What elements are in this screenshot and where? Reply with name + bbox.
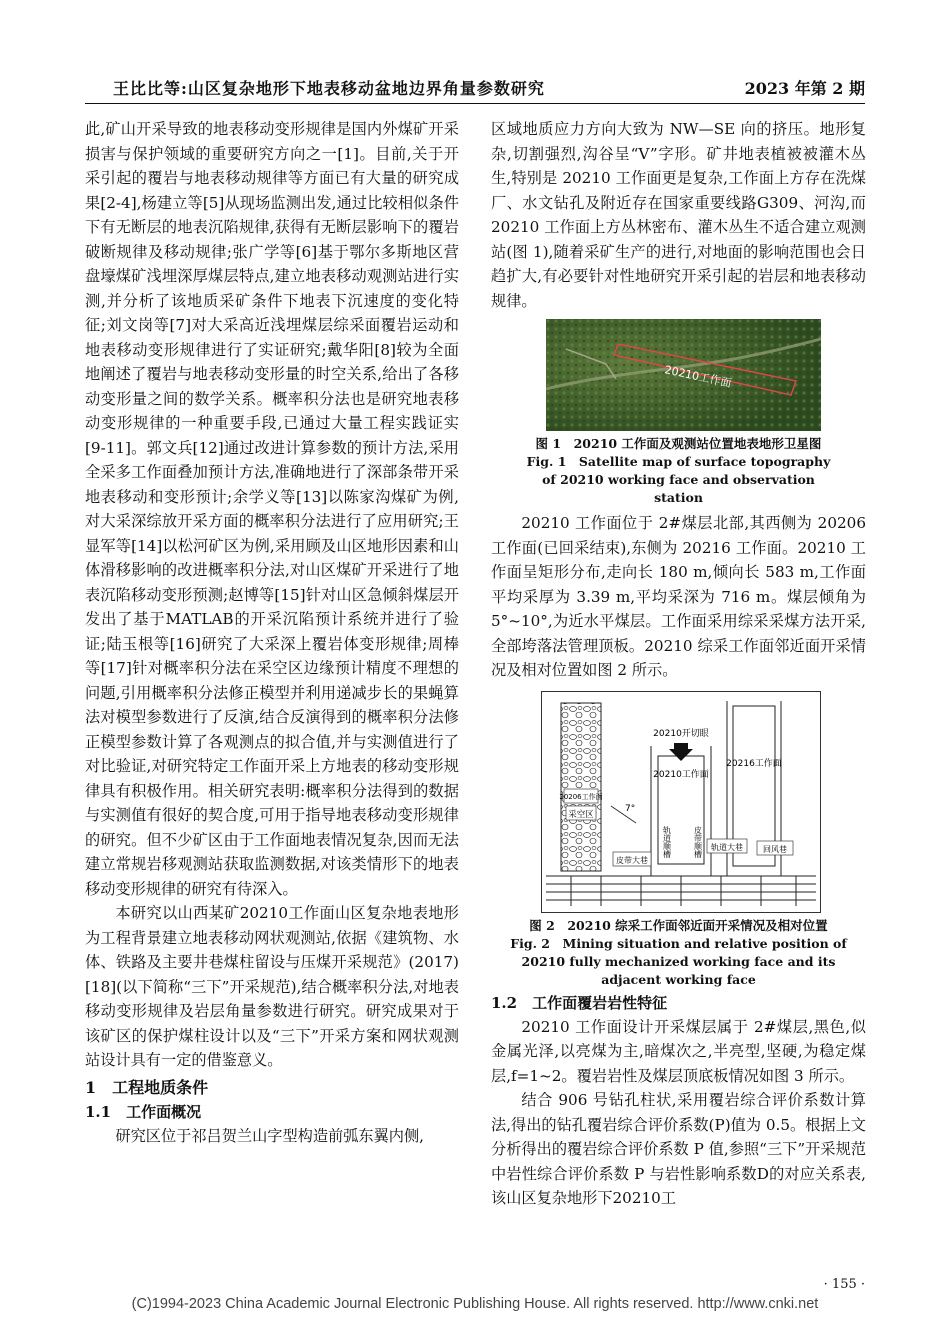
header-issue: 2023 年第 2 期 [744, 79, 865, 98]
figure-1 [546, 319, 821, 431]
satellite-map-image [546, 319, 821, 431]
section-1-2-paragraph-a: 20210 工作面设计开采煤层属于 2#煤层,黑色,似金属光泽,以亮煤为主,暗煤次之,半亮型,坚硬,为稳定煤层,f=1~2。覆岩岩性及煤层顶底板情况如图 3 所示。 [491, 1017, 866, 1085]
fig2-track-main: 轨道大巷 [711, 842, 743, 852]
fig2-goaf: 采空区 [568, 809, 594, 820]
fig2-right-face: 20216工作面 [726, 758, 782, 769]
fig2-mid-face: 20210工作面 [653, 769, 709, 780]
running-header [85, 76, 865, 100]
intro-paragraph: 此,矿山开采导致的地表移动变形规律是国内外煤矿开采损害与保护领域的重要研究方向之一[1]。目前,关于开采引起的覆岩与地表移动规律等方面已有大量的研究成果[2-4],杨建立等[5]从现场监测出发,通过比较相似条件下有无断层的地表沉陷规律,获得有无断层影响下的覆岩破断规律及移动规律;张广学等[6]基于鄂尔多斯地区营盘壕煤矿浅埋深厚煤层特点,建立地表移动观测站进行实测,并分析了该地质采矿条件下地表下沉速度的变化特征;刘文岗等[7]对大采高近浅埋煤层综采面覆岩运动和地表移动变形规律进行了实证研究;戴华阳[8]较为全面地阐述了覆岩与地表移动变形量的时空关系,给出了各移动变形量之间的数学关系。概率积分法也是研究地表移动变形规律的一种重要手段,已通过大量工程实践证实[9-11]。郭文兵[12]通过改进计算参数的预计方法,采用全采多工作面叠加预计方法,准确地进行了深部条带开采地表移动和变形预计;余学义等[13]以陈家沟煤矿为例,对大采深综放开采方面的概率积分法进行了应用研究;王显军等[14]以松河矿区为例,采用顾及山区地形因素和山体滑移影响的改进概率积分法,对山区煤矿开采进行了地表沉陷移动变形预测;赵博等[15]针对山区急倾斜煤层开发出了基于MATLAB的开采沉陷预计系统并进行了验证;陆玉根等[16]研究了大采深上覆岩体变形规律;周棒等[17]针对概率积分法在采空区边缘预计精度不理想的问题,引用概率积分法修正模型并利用递减步长的果蝇算法对模型参数进行了反演,结合反演得到的概率积分法修正模型参数计算了各观测点的拟合值,并与实测值进行了对比验证,对研究特定工作面开采上方地表的移动变形规律具有积极作用。相关研究表明:概率积分法得到的数据与实测值有很好的契合度,可用于指导地表移动变形规律的研究。但不少矿区由于工作面地表情况复杂,因而无法建立常规岩移观测站获取监测数据,对该类情形下的地表移动变形规律的研究有待深入。 [85, 120, 459, 898]
section-1-1-paragraph: 研究区位于祁吕贺兰山字型构造前弧东翼内侧, [115, 1126, 424, 1145]
figure-1-caption-en: Fig. 1 Satellite map of surface topography of 20210 working face and observation station [526, 454, 831, 505]
continuation-paragraph: 区域地质应力方向大致为 NW—SE 向的挤压。地形复杂,切割强烈,沟谷呈“V”字形。矿井地表植被被灌木丛生,特别是 20210 工作面更是复杂,工作面上方存在洗煤厂、水文钻孔及附近存在国家重要线路G309、河沟,而 20210 工作面上方丛林密布、灌木丛生不适合建立观测站(图 1),随着采矿生产的进行,对地面的影响范围也会日趋扩大,有必要针对性地研究开采引起的岩层和地表移动规律。 [491, 120, 866, 310]
fig1-face-label: 20210工作面 [663, 363, 733, 391]
section-1-1-heading: 1.1 工作面概况 [85, 1102, 202, 1121]
page-number: · 155 · [823, 1277, 865, 1292]
mining-layout-diagram [541, 691, 821, 913]
section-1-2-heading: 1.2 工作面覆岩岩性特征 [491, 993, 668, 1012]
fig2-cut-label: 20210开切眼 [653, 728, 709, 739]
figure-2 [541, 691, 821, 913]
figure-2-caption-en: Fig. 2 Mining situation and relative position of 20210 fully mechanized working face and its adjacent working face [510, 935, 847, 987]
section-1-heading: 1 工程地质条件 [85, 1077, 209, 1097]
figure-2-caption-cn: 图 2 20210 综采工作面邻近面开采情况及相对位置 [529, 917, 828, 933]
header-rule [85, 103, 865, 104]
fig2-angle: 7° [625, 803, 636, 814]
copyright-footer: (C)1994-2023 China Academic Journal Electronic Publishing House. All rights reserved. http://www.cnki.net [131, 1296, 819, 1312]
figure-1-caption-cn: 图 1 20210 工作面及观测站位置地表地形卫星图 [535, 436, 822, 451]
face-paragraph: 20210 工作面位于 2#煤层北部,其西侧为 20206 工作面(已回采结束),东侧为 20216 工作面。20210 工作面呈矩形分布,走向长 180 m,倾向长 583 m,工作面平均采厚为 3.39 m,平均采深为 716 m。煤层倾角为 5°~10°,为近水平煤层。工作面采用综采采煤方法开采,全部垮落法管理顶板。20210 综采工作面邻近面开采情况及相对位置如图 2 所示。 [491, 514, 866, 679]
fig2-return-main: 回风巷 [763, 844, 787, 854]
fig2-left-face: 20206工作面 [559, 792, 603, 801]
fig2-belt-main: 皮带大巷 [616, 855, 648, 865]
right-column [491, 117, 866, 1211]
header-title: 王比比等:山区复杂地形下地表移动盆地边界角量参数研究 [113, 79, 545, 98]
fig2-belt-vertical: 皮带顺槽 [693, 825, 703, 858]
section-1-2-paragraph-b: 结合 906 号钻孔柱状,采用覆岩综合评价系数计算法,得出的钻孔覆岩综合评价系数(P)值为 0.5。根据上文分析得出的覆岩综合评价系数 P 值,参照“三下”开采规范中岩性综合评价系数 P 与岩性影响系数D的对应关系表,该山区复杂地形下20210工 [491, 1091, 866, 1207]
study-paragraph: 本研究以山西某矿20210工作面山区复杂地表地形为工程背景建立地表移动网状观测站,依据《建筑物、水体、铁路及主要井巷煤柱留设与压煤开采规范》(2017)[18](以下简称“三下”开采规范),结合概率积分法,对地表移动变形规律及岩层角量参数进行研究。研究成果对于该矿区的保护煤柱设计以及“三下”开采方案和网状观测站设计具有一定的借鉴意义。 [85, 904, 459, 1069]
fig2-track-vertical: 轨道顺槽 [662, 825, 672, 858]
left-column [85, 117, 459, 1148]
